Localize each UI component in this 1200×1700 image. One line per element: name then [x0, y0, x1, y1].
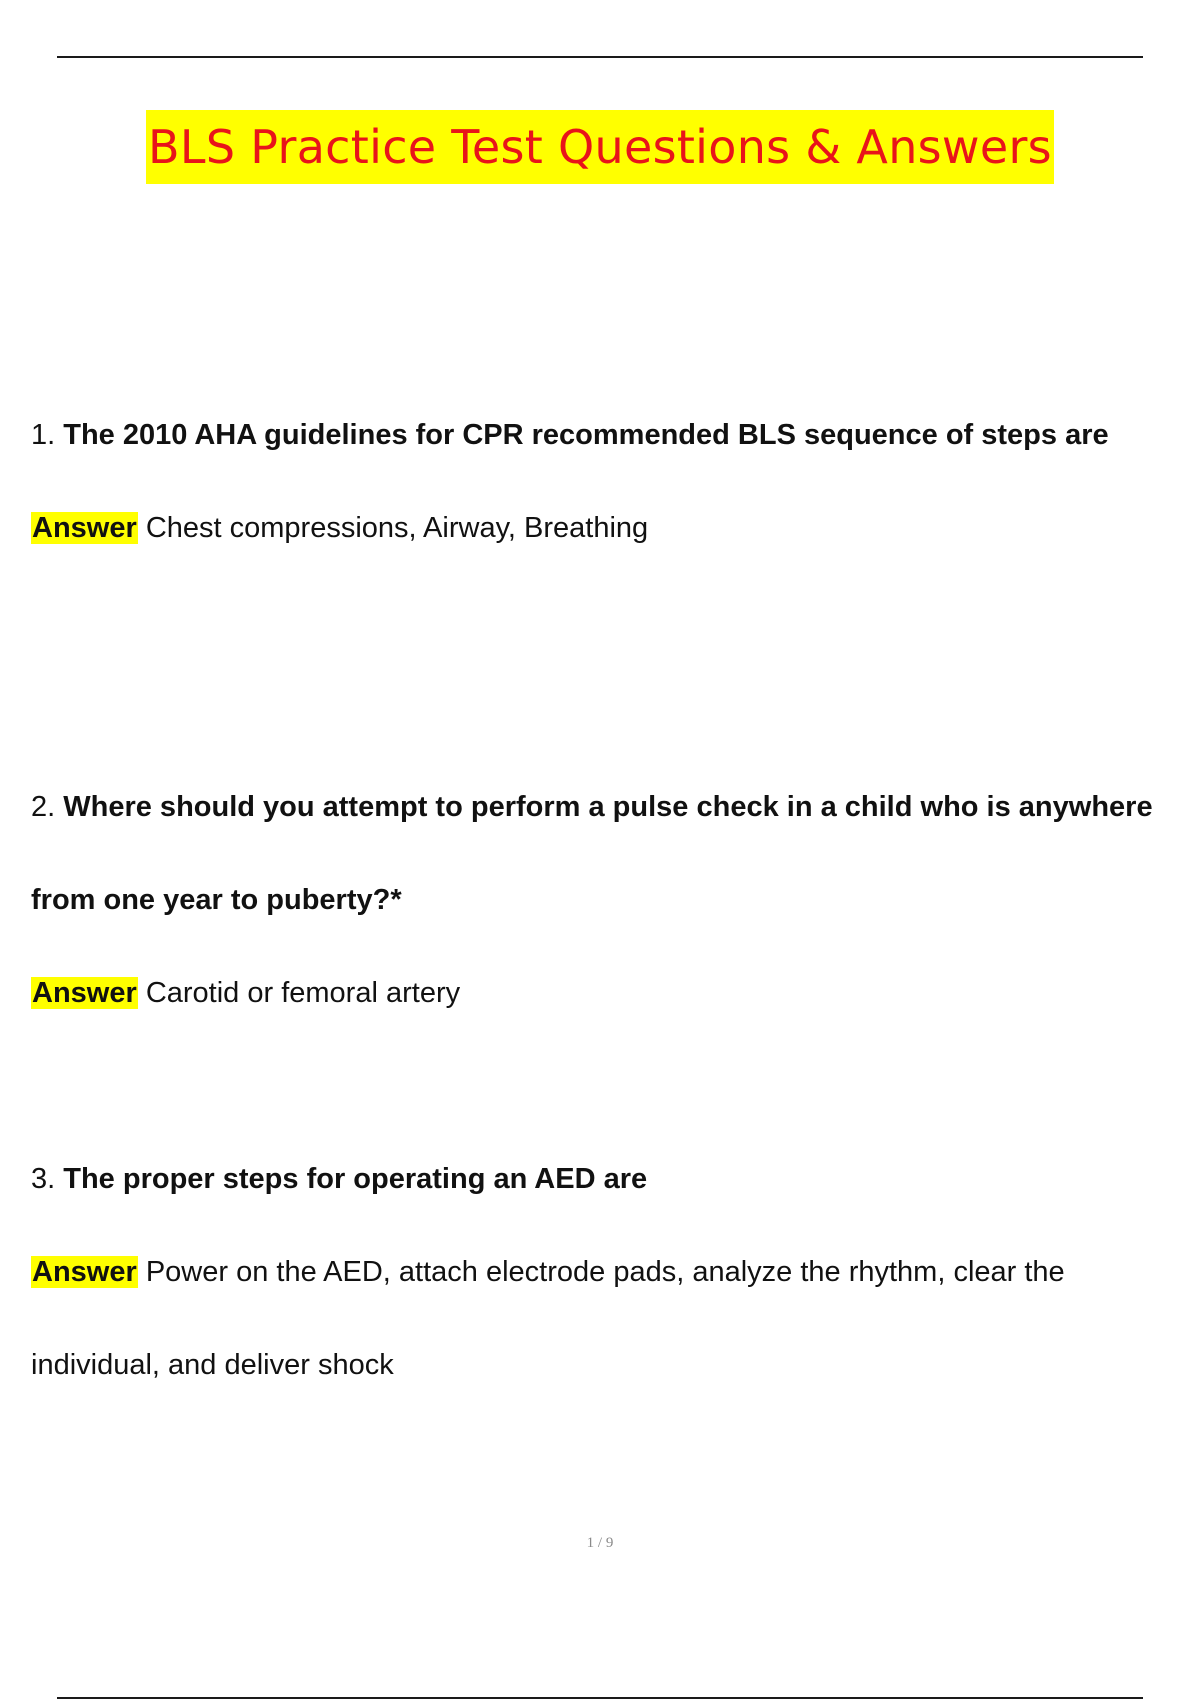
question-number: 1.: [31, 419, 56, 451]
header-rule: [57, 56, 1143, 58]
answer-text: Carotid or femoral artery: [145, 977, 461, 1009]
answer-3: [31, 1226, 1181, 1412]
document-title: BLS Practice Test Questions & Answers: [146, 110, 1054, 184]
question-text: The proper steps for operating an AED are: [63, 1163, 648, 1195]
qa-item-3: [31, 1133, 1181, 1412]
answer-2: [31, 947, 1181, 1040]
qa-item-2: [31, 761, 1181, 1040]
answer-text: Power on the AED, attach electrode pads, analyze the rhythm, clear the individual, and deliver shock: [31, 1256, 1065, 1381]
page-number: 1 / 9: [586, 1535, 614, 1551]
answer-text: Chest compressions, Airway, Breathing: [145, 512, 649, 544]
qa-item-1: [31, 389, 1181, 575]
question-text: Where should you attempt to perform a pulse check in a child who is anywhere from one year to puberty?*: [31, 791, 1153, 916]
footer-rule: [57, 1697, 1143, 1699]
answer-label: Answer: [32, 512, 137, 544]
question-1: [31, 389, 1181, 482]
answer-label: Answer: [32, 1256, 137, 1288]
question-number: 2.: [31, 791, 56, 823]
title-container: [0, 110, 1200, 184]
answer-1: [31, 482, 1181, 575]
question-3: [31, 1133, 1181, 1226]
question-2: [31, 761, 1181, 947]
question-number: 3.: [31, 1163, 56, 1195]
answer-label: Answer: [32, 977, 137, 1009]
question-text: The 2010 AHA guidelines for CPR recommended BLS sequence of steps are: [63, 419, 1109, 451]
